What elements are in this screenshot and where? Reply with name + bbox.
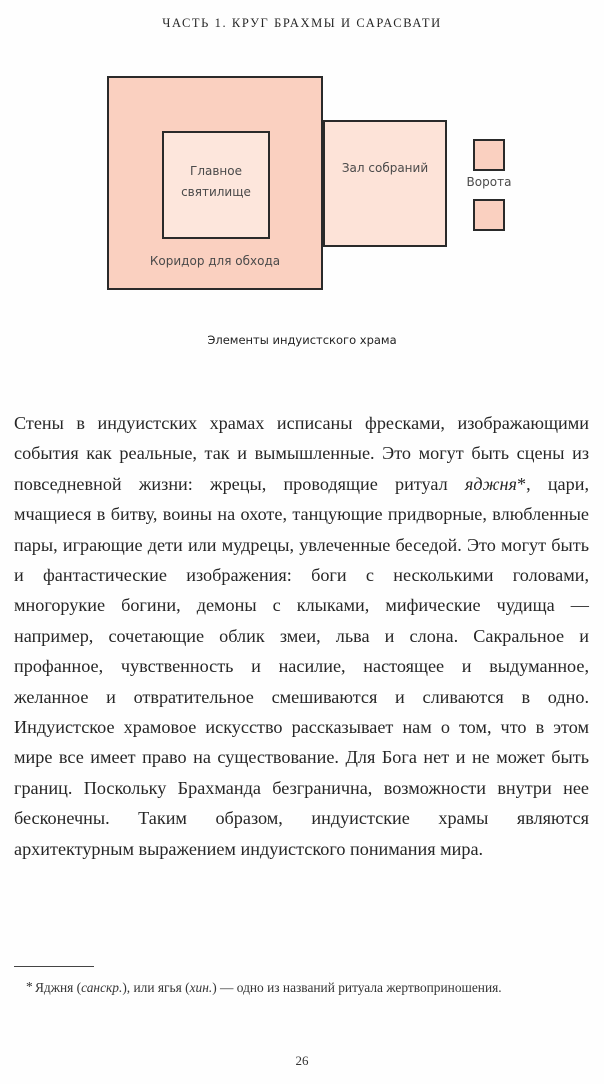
footnote-reference[interactable]: *	[516, 473, 527, 494]
footnote-middle: или ягья	[133, 980, 182, 995]
footnote-lang-sanskrit: санскр.	[81, 980, 123, 995]
diagram-caption: Элементы индуистского храма	[207, 333, 397, 347]
gate-square-upper	[473, 139, 505, 171]
footnote-lang-hindi: хин.	[189, 980, 213, 995]
page-number: 26	[295, 1053, 309, 1068]
hall-square	[323, 120, 447, 247]
gate-square-lower	[473, 199, 505, 231]
sanctum-label: Главное святилище	[181, 164, 251, 199]
footnote-rest: — одно из названий ритуала жертвоприношения.	[220, 980, 502, 995]
paragraph-text-end: , цари, мчащиеся в битву, воины на охоте, танцующие придворные, влюбленные пары, играющие дети или мудрецы, увлеченные беседой. Это могут быть и фантастические изображения: боги с несколькими головами, многорукие богини, демоны с клыками, мифические чудища — например, сочетающие облик змеи, льва и слона. Сакральное и профанное, чувственность и насилие, настоящее и выдуманное, желанное и отвратительное смешиваются и сливаются в одно. Индуистское храмовое искусство рассказывает нам о том, что в этом мире все имеет право на существование. Для Бога нет и не может быть границ. Поскольку Брахманда безгранична, возможности внутри нее бесконечны. Таким образом, индуистские храмы являются архитектурным выражением индуистского понимания мира.	[14, 473, 589, 859]
gate-label: Ворота	[466, 175, 512, 189]
term-yajna: яджня	[464, 473, 517, 494]
footnote-mark: *	[26, 979, 33, 994]
footnote-term: Яджня	[35, 980, 74, 995]
footnote-divider	[14, 966, 94, 967]
main-paragraph	[14, 408, 589, 864]
hall-label: Зал собраний	[341, 161, 429, 175]
paragraph-text-start: Стены в индуистских храмах исписаны фресками, изображающими события как реальные, так и вымышленные. Это могут быть сцены из повседневной жизни: жрецы, проводящие ритуал	[14, 413, 589, 494]
corridor-label: Коридор для обхода	[149, 254, 281, 268]
footnote: * Яджня (санскр.), или ягья (хин.) — одно из названий ритуала жертвоприношения.	[35, 976, 590, 1000]
running-head: ЧАСТЬ 1. КРУГ БРАХМЫ И САРАСВАТИ	[162, 16, 442, 30]
temple-diagram	[0, 0, 604, 360]
